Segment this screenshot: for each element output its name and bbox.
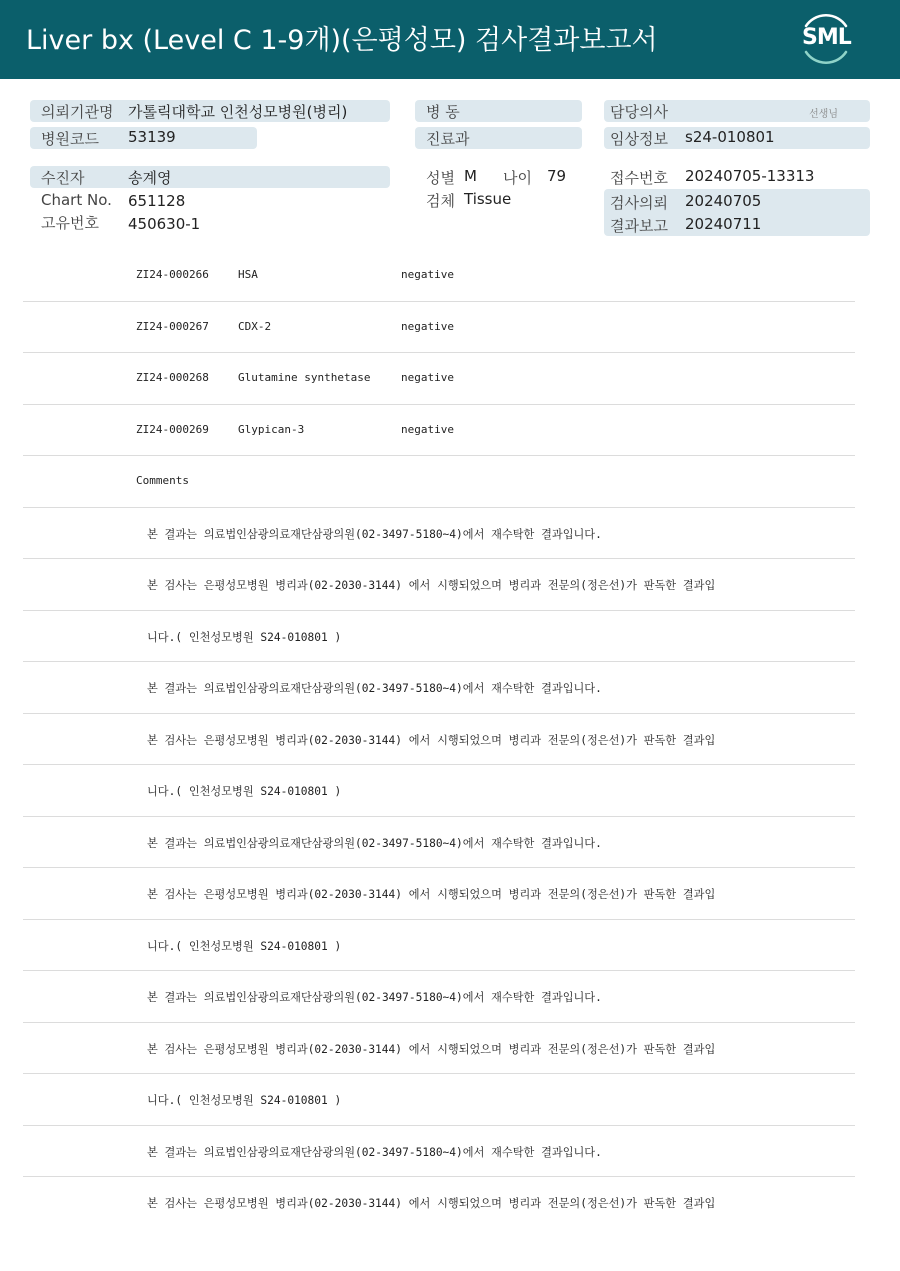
clinical-label: 임상정보	[610, 130, 668, 148]
comment-line	[23, 920, 855, 972]
receipt-label: 접수번호	[610, 169, 668, 187]
test-id: ZI24-000269	[136, 422, 209, 436]
comment-line	[23, 971, 855, 1023]
comment-line	[23, 765, 855, 817]
report-value: 20240711	[685, 215, 762, 233]
comment-text: 니다.( 인천성모병원 S24-010801 )	[147, 1094, 342, 1107]
hospital-code-label: 병원코드	[41, 130, 99, 148]
comment-text: 니다.( 인천성모병원 S24-010801 )	[147, 630, 342, 644]
receipt-value: 20240705-13313	[685, 167, 815, 185]
test-id: ZI24-000267	[136, 319, 209, 333]
comments-header-row	[23, 456, 855, 508]
comment-text: 본 결과는 의료법인삼광의료재단삼광의원(02-3497-5180~4)에서 재수탁한 결과입니다.	[147, 836, 602, 850]
comment-line	[23, 817, 855, 869]
institution-label: 의뢰기관명	[41, 103, 114, 121]
department-label: 진료과	[426, 130, 470, 148]
sml-logo	[796, 12, 856, 66]
comment-text: 본 결과는 의료법인삼광의료재단삼광의원(02-3497-5180~4)에서 재수탁한 결과입니다.	[147, 682, 602, 695]
institution-value: 가톨릭대학교 인천성모병원(병리)	[128, 103, 348, 121]
chart-value: 651128	[128, 192, 186, 210]
comment-line	[23, 1074, 855, 1126]
patient-label: 수진자	[41, 169, 85, 187]
report-header	[0, 0, 900, 79]
logo-text: SML	[802, 25, 851, 50]
comment-text: 본 검사는 은평성모병원 병리과(02-2030-3144) 에서 시행되었으며 병리과 전문의(정은선)가 판독한 결과입	[147, 1042, 716, 1056]
report-label: 결과보고	[610, 217, 668, 235]
comment-line	[23, 559, 855, 611]
test-name: HSA	[238, 268, 258, 281]
unique-label: 고유번호	[41, 214, 99, 232]
comment-text: 본 검사는 은평성모병원 병리과(02-2030-3144) 에서 시행되었으며 병리과 전문의(정은선)가 판독한 결과입	[147, 1197, 716, 1210]
doctor-label: 담당의사	[610, 103, 668, 121]
comment-line	[23, 1177, 855, 1229]
patient-value: 송계영	[128, 169, 172, 187]
comments-label: Comments	[136, 474, 189, 487]
test-name: Glypican-3	[238, 422, 305, 436]
comment-line	[23, 868, 855, 920]
comment-text: 본 결과는 의료법인삼광의료재단삼광의원(02-3497-5180~4)에서 재수탁한 결과입니다.	[147, 527, 602, 541]
test-id: ZI24-000266	[136, 268, 209, 281]
test-result: negative	[401, 422, 454, 436]
report-title: Liver bx (Level C 1-9개)(은평성모) 검사결과보고서	[26, 25, 658, 56]
test-result: negative	[401, 371, 454, 384]
table-row	[23, 405, 855, 457]
age-value: 79	[547, 167, 567, 185]
ward-label: 병 동	[426, 103, 460, 121]
comment-line	[23, 662, 855, 714]
test-name: CDX-2	[238, 319, 272, 333]
comment-text: 본 검사는 은평성모병원 병리과(02-2030-3144) 에서 시행되었으며 병리과 전문의(정은선)가 판독한 결과입	[147, 579, 716, 592]
table-row	[23, 302, 855, 354]
test-result: negative	[401, 268, 454, 281]
doctor-suffix: 선생님	[809, 109, 838, 120]
comment-line	[23, 611, 855, 663]
comment-text: 본 결과는 의료법인삼광의료재단삼광의원(02-3497-5180~4)에서 재수탁한 결과입니다.	[147, 991, 602, 1004]
comment-text: 니다.( 인천성모병원 S24-010801 )	[147, 785, 342, 798]
sex-label: 성별	[426, 169, 455, 187]
clinical-value: s24-010801	[685, 128, 775, 146]
comment-line	[23, 714, 855, 766]
comment-text: 본 결과는 의료법인삼광의료재단삼광의원(02-3497-5180~4)에서 재수탁한 결과입니다.	[147, 1145, 602, 1159]
chart-label: Chart No.	[41, 191, 112, 209]
specimen-value: Tissue	[464, 190, 512, 208]
test-name: Glutamine synthetase	[238, 371, 371, 384]
comment-line	[23, 1023, 855, 1075]
hospital-code-value: 53139	[128, 128, 176, 146]
age-label: 나이	[503, 169, 532, 187]
table-row	[23, 250, 855, 302]
comment-line	[23, 508, 855, 560]
specimen-label: 검체	[426, 192, 455, 210]
comment-line	[23, 1126, 855, 1178]
comment-text: 니다.( 인천성모병원 S24-010801 )	[147, 939, 342, 953]
sex-value: M	[464, 167, 477, 185]
unique-value: 450630-1	[128, 215, 201, 233]
results-table	[23, 250, 855, 1229]
test-id: ZI24-000268	[136, 371, 209, 384]
comment-text: 본 검사는 은평성모병원 병리과(02-2030-3144) 에서 시행되었으며 병리과 전문의(정은선)가 판독한 결과입	[147, 888, 716, 901]
request-label: 검사의뢰	[610, 194, 668, 212]
table-row	[23, 353, 855, 405]
comment-text: 본 검사는 은평성모병원 병리과(02-2030-3144) 에서 시행되었으며 병리과 전문의(정은선)가 판독한 결과입	[147, 733, 716, 747]
request-value: 20240705	[685, 192, 762, 210]
test-result: negative	[401, 319, 454, 333]
